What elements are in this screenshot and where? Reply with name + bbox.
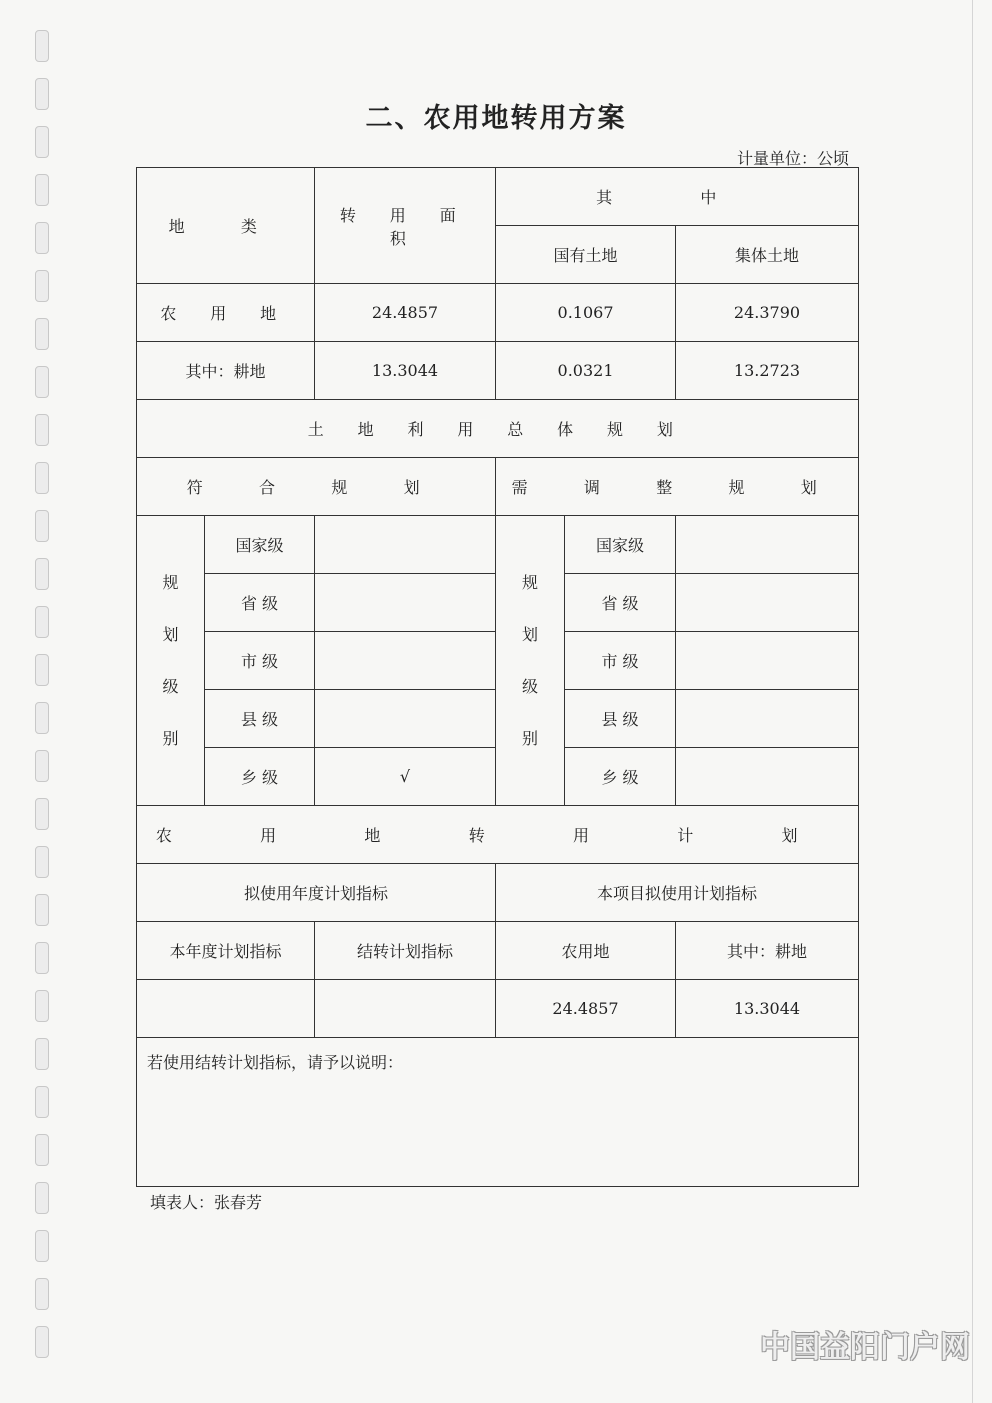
row-label: 农 用 地	[137, 284, 315, 342]
punch-hole	[35, 894, 49, 926]
adjust-level-mark	[676, 516, 859, 574]
punch-hole	[35, 1086, 49, 1118]
punch-hole	[35, 174, 49, 206]
punch-hole	[35, 1278, 49, 1310]
punch-hole	[35, 30, 49, 62]
compliant-level-name: 乡 级	[205, 748, 315, 806]
row-area: 13.3044	[315, 342, 496, 400]
adjust-level-name: 市 级	[565, 632, 676, 690]
watermark: 中国益阳门户网	[760, 1330, 970, 1365]
compliant-level-name: 县 级	[205, 690, 315, 748]
carried-over-value	[315, 980, 496, 1038]
note-cell	[137, 1038, 859, 1187]
compliant-level-label: 规 划 级 别	[137, 516, 205, 806]
this-year-value	[137, 980, 315, 1038]
adjust-level-mark	[676, 574, 859, 632]
punch-hole	[35, 462, 49, 494]
this-year-header: 本年度计划指标	[137, 922, 315, 980]
level-row	[137, 516, 859, 574]
punch-hole	[35, 702, 49, 734]
compliant-level-name: 市 级	[205, 632, 315, 690]
cultivated-header: 其中：耕地	[676, 922, 859, 980]
row-label: 其中：耕地	[137, 342, 315, 400]
compliant-header: 符 合 规 划	[137, 458, 496, 516]
adjust-level-mark	[676, 748, 859, 806]
form-filler: 填表人：张春芳	[150, 1193, 263, 1212]
punch-hole	[35, 318, 49, 350]
table-row	[137, 980, 859, 1038]
farmland-value: 24.4857	[496, 980, 676, 1038]
punch-hole	[35, 222, 49, 254]
punch-hole	[35, 846, 49, 878]
adjust-level-mark	[676, 690, 859, 748]
punch-hole	[35, 606, 49, 638]
needs-adjustment-header: 需 调 整 规 划	[496, 458, 859, 516]
adjust-level-name: 乡 级	[565, 748, 676, 806]
conversion-plan-section-title: 农 用 地 转 用 计 划	[137, 806, 859, 864]
cultivated-value: 13.3044	[676, 980, 859, 1038]
punch-hole	[35, 1182, 49, 1214]
punch-hole	[35, 414, 49, 446]
punch-hole	[35, 270, 49, 302]
row-state: 0.1067	[496, 284, 676, 342]
table-row	[137, 342, 859, 400]
punch-hole-strip	[30, 30, 52, 1370]
punch-hole	[35, 1230, 49, 1262]
page-edge-line	[972, 0, 973, 1403]
compliant-level-name: 省 级	[205, 574, 315, 632]
project-indicator-header: 本项目拟使用计划指标	[496, 864, 859, 922]
punch-hole	[35, 510, 49, 542]
punch-hole	[35, 1038, 49, 1070]
table-row	[137, 284, 859, 342]
header-conversion-area: 转 用 面 积	[315, 168, 496, 284]
compliant-level-name: 国家级	[205, 516, 315, 574]
adjust-level-name: 国家级	[565, 516, 676, 574]
punch-hole	[35, 1134, 49, 1166]
header-collective-land: 集体土地	[676, 226, 859, 284]
row-state: 0.0321	[496, 342, 676, 400]
row-area: 24.4857	[315, 284, 496, 342]
punch-hole	[35, 558, 49, 590]
adjust-level-name: 县 级	[565, 690, 676, 748]
unit-label: 计量单位：公顷	[736, 149, 849, 168]
punch-hole	[35, 798, 49, 830]
farmland-header: 农用地	[496, 922, 676, 980]
adjust-level-name: 省 级	[565, 574, 676, 632]
header-land-type: 地 类	[137, 168, 315, 284]
punch-hole	[35, 1326, 49, 1358]
header-of-which: 其 中	[496, 168, 859, 226]
row-collective: 13.2723	[676, 342, 859, 400]
carried-over-header: 结转计划指标	[315, 922, 496, 980]
header-state-land: 国有土地	[496, 226, 676, 284]
note-prompt: 若使用结转计划指标，请予以说明：	[147, 1053, 404, 1072]
compliant-level-mark	[315, 632, 496, 690]
planning-section-title: 土 地 利 用 总 体 规 划	[137, 400, 859, 458]
compliant-level-mark	[315, 516, 496, 574]
punch-hole	[35, 654, 49, 686]
conversion-plan-table	[136, 167, 859, 1187]
compliant-level-mark	[315, 574, 496, 632]
punch-hole	[35, 942, 49, 974]
adjust-level-label: 规 划 级 别	[496, 516, 565, 806]
punch-hole	[35, 750, 49, 782]
compliant-level-mark: √	[315, 748, 496, 806]
annual-indicator-header: 拟使用年度计划指标	[137, 864, 496, 922]
compliant-level-mark	[315, 690, 496, 748]
row-collective: 24.3790	[676, 284, 859, 342]
punch-hole	[35, 366, 49, 398]
punch-hole	[35, 990, 49, 1022]
page-title: 二、农用地转用方案	[365, 103, 627, 134]
adjust-level-mark	[676, 632, 859, 690]
